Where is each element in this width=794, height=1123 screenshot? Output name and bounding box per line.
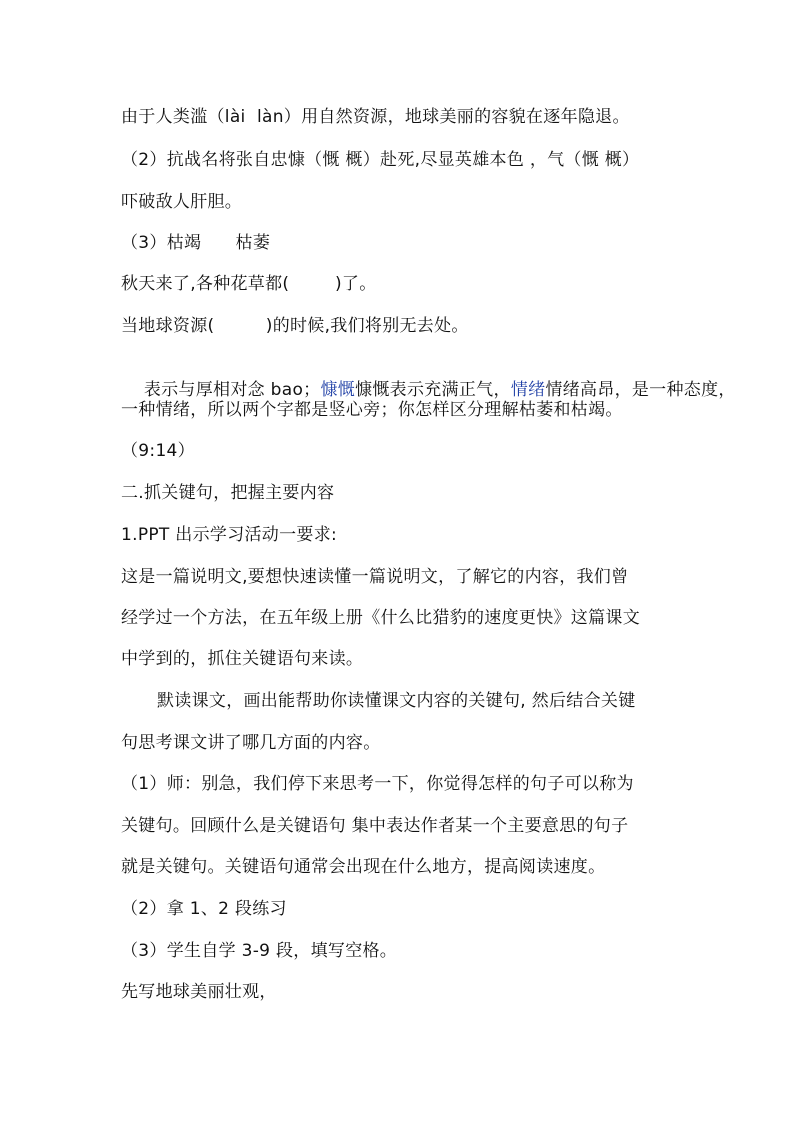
text-line-20: （2）拿 1、2 段练习 [121, 899, 287, 919]
text-line-7-blue-word-2: 情绪 [510, 380, 546, 400]
text-line-13: 经学过一个方法，在五年级上册《什么比猎豹的速度更快》这篇课文 [121, 608, 640, 628]
text-line-9: （9:14） [121, 441, 195, 461]
text-line-8: 一种情绪，所以两个字都是竖心旁；你怎样区分理解枯萎和枯竭。 [121, 400, 623, 420]
text-line-3: 吓破敌人肝胆。 [121, 192, 243, 212]
text-line-11: 1.PPT 出示学习活动一要求: [121, 525, 338, 545]
text-line-18: 关键句。回顾什么是关键语句 集中表达作者某一个主要意思的句子 [121, 816, 629, 836]
text-line-17: （1）师：别急，我们停下来思考一下，你觉得怎样的句子可以称为 [121, 774, 634, 794]
text-line-5: 秋天来了,各种花草都( )了。 [121, 274, 377, 294]
text-line-7-part-2: 慷慨表示充满正气， [355, 380, 511, 400]
text-line-7-blue-word: 慷慨 [320, 380, 356, 400]
text-line-2: （2）抗战名将张自忠慷（慨 概）赴死,尽显英雄本色 ，气（慨 概） [121, 150, 640, 170]
text-line-10: 二.抓关键句，把握主要内容 [121, 483, 335, 503]
text-line-19: 就是关键句。关键语句通常会出现在什么地方，提高阅读速度。 [121, 857, 606, 877]
text-line-16: 句思考课文讲了哪几方面的内容。 [121, 733, 381, 753]
text-line-14: 中学到的，抓住关键语句来读。 [121, 649, 364, 669]
text-line-12: 这是一篇说明文,要想快速读懂一篇说明文，了解它的内容，我们曾 [121, 567, 629, 587]
text-line-4: （3）枯竭 枯萎 [121, 233, 271, 253]
text-line-22: 先写地球美丽壮观， [121, 982, 277, 1002]
text-line-1: 由于人类滥（lài làn）用自然资源，地球美丽的容貌在逐年隐退。 [121, 107, 630, 127]
text-line-7-part-3: 情绪高昂，是一种态度， [545, 380, 736, 400]
text-line-15: 默读课文，画出能帮助你读懂课文内容的关键句, 然后结合关键 [157, 691, 636, 711]
text-line-6: 当地球资源( )的时候,我们将别无去处。 [121, 316, 469, 336]
text-line-21: （3）学生自学 3-9 段，填写空格。 [121, 941, 398, 961]
text-line-7-part-1: 表示与厚相对念 bao； [143, 380, 321, 400]
